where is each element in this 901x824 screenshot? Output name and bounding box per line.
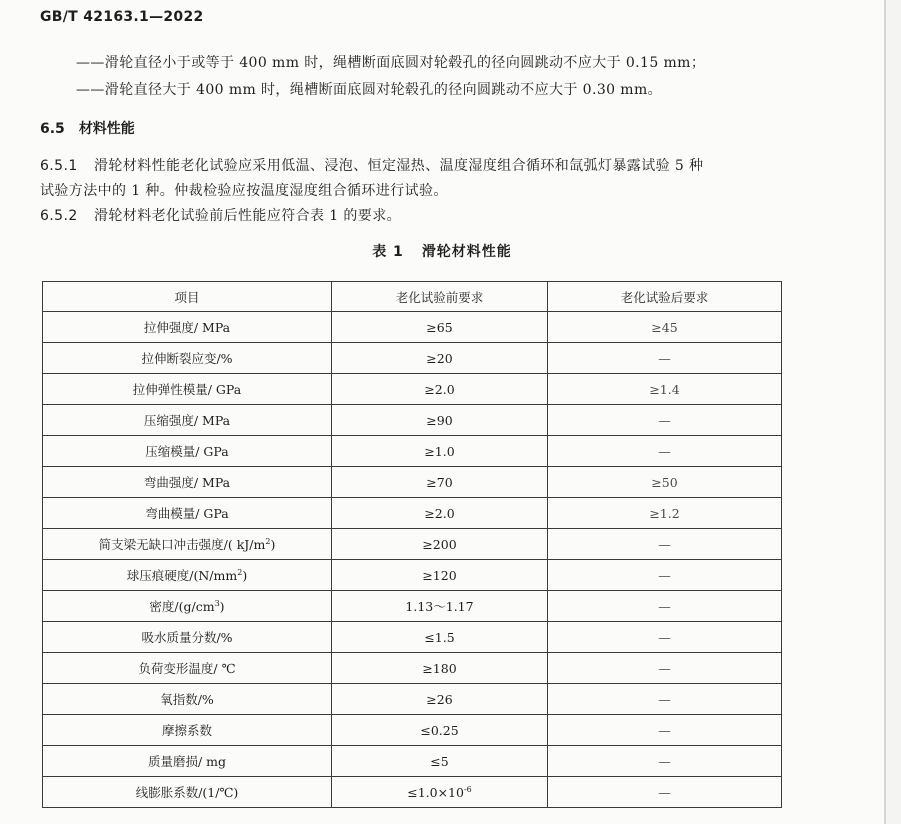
table-row (43, 312, 782, 343)
cell-before-aging: ≤5 (332, 746, 548, 777)
clause-text: 滑轮材料老化试验前后性能应符合表 1 的要求。 (94, 208, 402, 224)
cell-before-aging: ≥90 (332, 405, 548, 436)
page-edge (884, 0, 886, 824)
cell-before-aging: ≥180 (332, 653, 548, 684)
clause-6-5-1-line-1 (40, 155, 703, 175)
cell-before-aging: ≥65 (332, 312, 548, 343)
cell-item: 吸水质量分数/% (43, 622, 332, 653)
cell-before-aging: ≤1.5 (332, 622, 548, 653)
cell-after-aging: — (548, 715, 782, 746)
material-properties-table (42, 281, 782, 808)
table-row (43, 405, 782, 436)
section-number: 6.5 (40, 121, 65, 137)
cell-after-aging: — (548, 684, 782, 715)
table-number: 表 1 (372, 244, 404, 260)
cell-before-aging: ≥26 (332, 684, 548, 715)
cell-item: 弯曲模量/ GPa (43, 498, 332, 529)
cell-after-aging: — (548, 436, 782, 467)
header-before-aging: 老化试验前要求 (332, 282, 548, 312)
table-row (43, 684, 782, 715)
table-row (43, 343, 782, 374)
table-row (43, 653, 782, 684)
cell-after-aging: ≥50 (548, 467, 782, 498)
table-row (43, 467, 782, 498)
table-row (43, 715, 782, 746)
cell-after-aging: — (548, 746, 782, 777)
header-after-aging: 老化试验后要求 (548, 282, 782, 312)
header-item: 项目 (43, 282, 332, 312)
clause-number: 6.5.2 (40, 208, 78, 224)
cell-before-aging: ≥200 (332, 529, 548, 560)
cell-item: 压缩强度/ MPa (43, 405, 332, 436)
cell-after-aging: ≥1.2 (548, 498, 782, 529)
cell-after-aging: — (548, 560, 782, 591)
table-header-row (43, 282, 782, 312)
table-row (43, 498, 782, 529)
requirement-line-1: ——滑轮直径小于或等于 400 mm 时，绳槽断面底圆对轮毂孔的径向圆跳动不应大于 0.15 mm； (76, 55, 706, 71)
table-row (43, 529, 782, 560)
requirement-line-2: ——滑轮直径大于 400 mm 时，绳槽断面底圆对轮毂孔的径向圆跳动不应大于 0.30 mm。 (76, 82, 663, 98)
clause-6-5-1-line-2: 试验方法中的 1 种。仲裁检验应按温度湿度组合循环进行试验。 (40, 183, 448, 199)
cell-item: 氧指数/% (43, 684, 332, 715)
table-row (43, 746, 782, 777)
cell-after-aging: — (548, 777, 782, 808)
cell-before-aging: ≥120 (332, 560, 548, 591)
clause-number: 6.5.1 (40, 158, 78, 174)
cell-after-aging: — (548, 653, 782, 684)
cell-item: 线膨胀系数/(1/℃) (43, 777, 332, 808)
table-row (43, 622, 782, 653)
cell-before-aging: ≥20 (332, 343, 548, 374)
table-row (43, 436, 782, 467)
cell-item: 负荷变形温度/ ℃ (43, 653, 332, 684)
table-row (43, 560, 782, 591)
cell-after-aging: — (548, 622, 782, 653)
table-row (43, 777, 782, 808)
table-row (43, 374, 782, 405)
cell-item: 拉伸强度/ MPa (43, 312, 332, 343)
cell-before-aging: ≥70 (332, 467, 548, 498)
cell-item: 弯曲强度/ MPa (43, 467, 332, 498)
cell-item: 简支梁无缺口冲击强度/( $kJ/m^2$) (43, 529, 332, 560)
cell-item: 球压痕硬度$/(N/mm^2)$ (43, 560, 332, 591)
cell-before-aging: ≥2.0 (332, 374, 548, 405)
clause-text: 滑轮材料性能老化试验应采用低温、浸泡、恒定湿热、温度湿度组合循环和氙弧灯暴露试验 5 种 (94, 158, 704, 174)
cell-before-aging: ≤0.25 (332, 715, 548, 746)
cell-before-aging: $\le 1.0\times 10^{-6}$ (332, 777, 548, 808)
table-title: 滑轮材料性能 (421, 244, 512, 260)
clause-6-5-2 (40, 205, 401, 225)
cell-item: 拉伸断裂应变/% (43, 343, 332, 374)
cell-item: 摩擦系数 (43, 715, 332, 746)
cell-item: 拉伸弹性模量/ GPa (43, 374, 332, 405)
table-caption (0, 241, 884, 261)
cell-after-aging: — (548, 591, 782, 622)
section-heading (40, 118, 135, 138)
cell-after-aging: — (548, 405, 782, 436)
cell-before-aging: 1.13～1.17 (332, 591, 548, 622)
cell-after-aging: — (548, 529, 782, 560)
cell-item: 密度$/(g/cm^3)$ (43, 591, 332, 622)
cell-item: 压缩模量/ GPa (43, 436, 332, 467)
cell-after-aging: ≥45 (548, 312, 782, 343)
cell-before-aging: ≥1.0 (332, 436, 548, 467)
table-row (43, 591, 782, 622)
cell-after-aging: — (548, 343, 782, 374)
cell-before-aging: ≥2.0 (332, 498, 548, 529)
standard-code-header: GB/T 42163.1—2022 (40, 9, 204, 25)
cell-item: 质量磨损/ mg (43, 746, 332, 777)
section-title: 材料性能 (78, 121, 135, 137)
cell-after-aging: ≥1.4 (548, 374, 782, 405)
